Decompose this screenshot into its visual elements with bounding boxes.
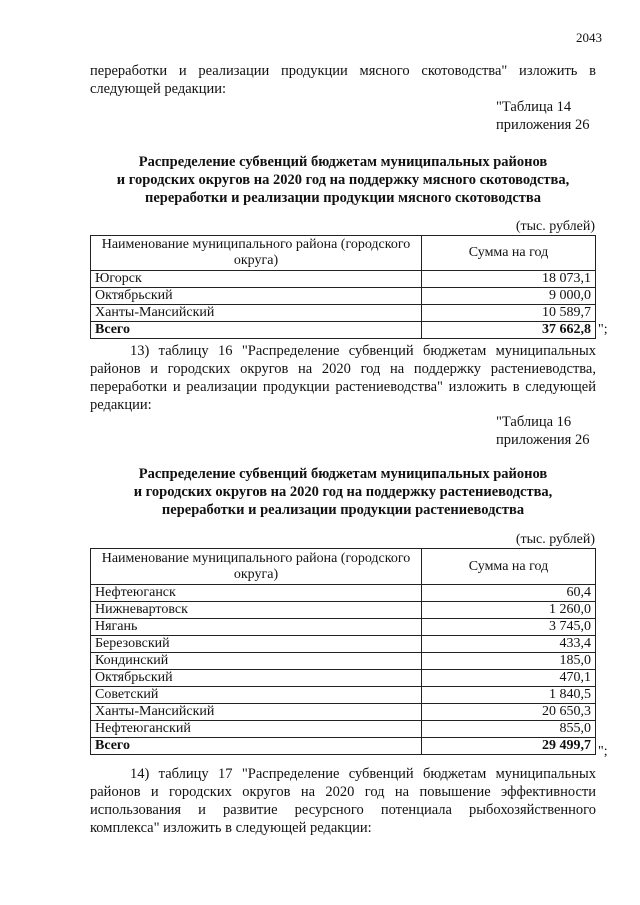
header-sum: Сумма на год (422, 236, 596, 271)
district-sum: 433,4 (422, 636, 596, 653)
district-sum: 60,4 (422, 585, 596, 602)
item-13-line-1: 13) таблицу 16 "Распределение субвенций бюджетам муниципальных (130, 343, 596, 359)
page-number: 2043 (576, 30, 602, 45)
table-row (91, 704, 596, 721)
table-16-closing: "; (598, 744, 608, 759)
district-name: Октябрьский (91, 288, 422, 305)
table-row (91, 636, 596, 653)
district-sum: 10 589,7 (422, 305, 596, 322)
item-13-line-3: переработки и реализации продукции растениеводства" изложить в следующей (90, 379, 596, 395)
item-13-line-2: районов и городских округов на 2020 год на поддержку растениеводства, (90, 361, 596, 377)
table-14-title-2: и городских округов на 2020 год на поддержку мясного скотоводства, (116, 172, 570, 188)
table-row (91, 271, 596, 288)
district-sum: 20 650,3 (422, 704, 596, 721)
table-row (91, 305, 596, 322)
district-name: Нефтеюганск (91, 585, 422, 602)
table-14-title-3: переработки и реализации продукции мясного скотоводства (144, 190, 542, 206)
header-name: Наименование муниципального района (городского округа) (91, 549, 422, 585)
table-row (91, 288, 596, 305)
item-14-line-2: районов и городских округов на 2020 год на повышение эффективности (90, 784, 596, 800)
table-header-row (91, 236, 596, 271)
header-sum: Сумма на год (422, 549, 596, 585)
district-name: Югорск (91, 271, 422, 288)
district-name: Октябрьский (91, 670, 422, 687)
table-14-unit: (тыс. рублей) (515, 219, 595, 234)
district-sum: 185,0 (422, 653, 596, 670)
district-sum: 1 260,0 (422, 602, 596, 619)
intro-line-1: переработки и реализации продукции мясного скотоводства" изложить в (90, 63, 596, 79)
table-16-title-2: и городских округов на 2020 год на поддержку растениеводства, (133, 484, 553, 500)
district-name: Ханты-Мансийский (91, 704, 422, 721)
table-row (91, 585, 596, 602)
total-sum: 37 662,8 (422, 322, 596, 339)
table-row (91, 687, 596, 704)
total-row (91, 322, 596, 339)
district-name: Ханты-Мансийский (91, 305, 422, 322)
table-14-title-1: Распределение субвенций бюджетам муниципальных районов (138, 154, 548, 170)
table-16-title-1: Распределение субвенций бюджетам муниципальных районов (138, 466, 548, 482)
district-sum: 855,0 (422, 721, 596, 738)
total-sum: 29 499,7 (422, 738, 596, 755)
header-name: Наименование муниципального района (городского округа) (91, 236, 422, 271)
district-name: Нижневартовск (91, 602, 422, 619)
table-16 (90, 548, 596, 755)
table-row (91, 602, 596, 619)
table-16-ref: "Таблица 16 (496, 414, 572, 430)
table-row (91, 653, 596, 670)
district-name: Нефтеюганский (91, 721, 422, 738)
district-name: Кондинский (91, 653, 422, 670)
district-sum: 9 000,0 (422, 288, 596, 305)
table-16-unit: (тыс. рублей) (515, 532, 595, 547)
district-sum: 3 745,0 (422, 619, 596, 636)
table-header-row (91, 549, 596, 585)
district-sum: 470,1 (422, 670, 596, 687)
table-14 (90, 235, 596, 339)
item-13-line-4: редакции: (90, 397, 152, 413)
table-14-ref: "Таблица 14 (496, 99, 572, 115)
district-sum: 18 073,1 (422, 271, 596, 288)
intro-line-2: следующей редакции: (90, 81, 227, 97)
item-14-line-3: использования и развитие ресурсного потенциала рыбохозяйственного (90, 802, 596, 818)
table-row (91, 619, 596, 636)
district-name: Нягань (91, 619, 422, 636)
total-label: Всего (91, 322, 422, 339)
table-16-title-3: переработки и реализации продукции растениеводства (161, 502, 525, 518)
district-name: Березовский (91, 636, 422, 653)
table-row (91, 721, 596, 738)
district-name: Советский (91, 687, 422, 704)
table-14-closing: "; (598, 322, 608, 337)
table-14-appendix: приложения 26 (496, 117, 590, 133)
total-row (91, 738, 596, 755)
table-16-appendix: приложения 26 (496, 432, 590, 448)
total-label: Всего (91, 738, 422, 755)
table-row (91, 670, 596, 687)
item-14-line-4: комплекса" изложить в следующей редакции: (90, 820, 372, 836)
item-14-line-1: 14) таблицу 17 "Распределение субвенций бюджетам муниципальных (130, 766, 596, 782)
district-sum: 1 840,5 (422, 687, 596, 704)
